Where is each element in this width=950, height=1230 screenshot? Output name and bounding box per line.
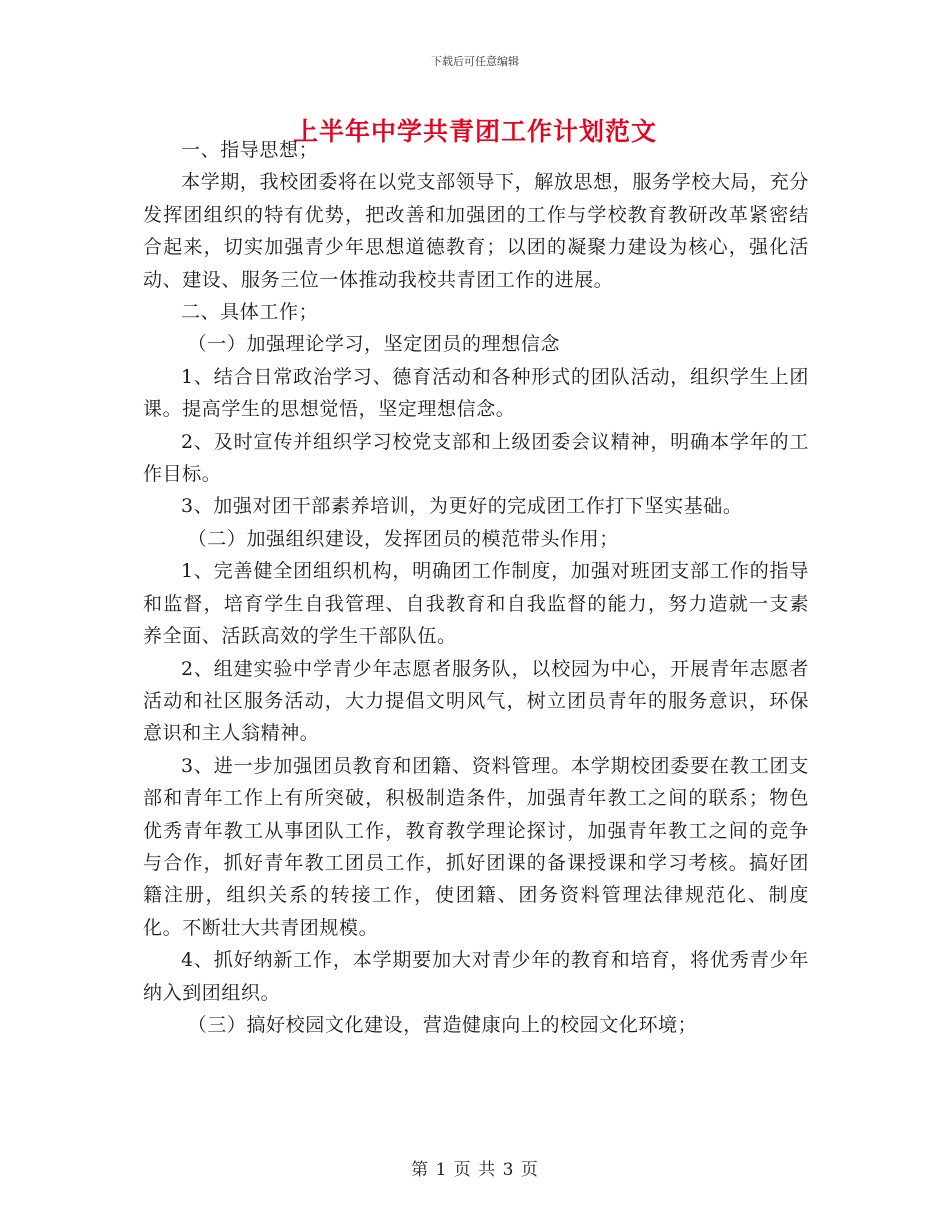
body-paragraph: 1、结合日常政治学习、德育活动和各种形式的团队活动，组织学生上团课。提高学生的思想觉悟，坚定理想信念。 <box>143 365 809 421</box>
section-heading: 二、具体工作； <box>181 301 319 324</box>
section-heading: 一、指导思想； <box>181 139 319 161</box>
header-note: 下载后可任意编辑 <box>431 55 519 68</box>
subsection-heading: （三）搞好校园文化建设，营造健康向上的校园文化环境； <box>187 1013 698 1036</box>
body-paragraph: 1、完善健全团组织机构，明确团工作制度，加强对班团支部工作的指导和监督，培育学生自我管理、自我教育和自我监督的能力，努力造就一支素养全面、活跃高效的学生干部队伍。 <box>143 560 809 648</box>
body-paragraph: 本学期，我校团委将在以党支部领导下，解放思想，服务学校大局，充分发挥团组织的特有优势，把改善和加强团的工作与学校教育教研改革紧密结合起来，切实加强青少年思想道德教育；以团的凝聚力建设为核心，强化活动、建设、服务三位一体推动我校共青团工作的进展。 <box>143 171 809 291</box>
document-body <box>143 134 809 1041</box>
body-paragraph: 2、及时宣传并组织学习校党支部和上级团委会议精神，明确本学年的工作目标。 <box>143 430 809 486</box>
body-paragraph: 3、加强对团干部素养培训，为更好的完成团工作打下坚实基础。 <box>181 495 743 518</box>
body-paragraph: 3、进一步加强团员教育和团籍、资料管理。本学期校团委要在教工团支部和青年工作上有所突破，积极制造条件，加强青年教工之间的联系；物色优秀青年教工从事团队工作，教育教学理论探讨，加强青年教工之间的竞争与合作，抓好青年教工团员工作，抓好团课的备课授课和学习考核。搞好团籍注册，组织关系的转接工作，使团籍、团务资料管理法律规范化、制度化。不断壮大共青团规模。 <box>143 754 809 939</box>
page-footer: 第 1 页 共 3 页 <box>411 1160 539 1180</box>
body-paragraph: 4、抓好纳新工作，本学期要加大对青少年的教育和培育，将优秀青少年纳入到团组织。 <box>143 949 809 1004</box>
subsection-heading: （一）加强理论学习，坚定团员的理想信念 <box>187 333 561 356</box>
body-paragraph: 2、组建实验中学青少年志愿者服务队，以校园为中心，开展青年志愿者活动和社区服务活动，大力提倡文明风气，树立团员青年的服务意识，环保意识和主人翁精神。 <box>143 657 809 745</box>
document-title: 上半年中学共青团工作计划范文 <box>292 117 657 146</box>
subsection-heading: （二）加强组织建设，发挥团员的模范带头作用； <box>187 527 619 550</box>
